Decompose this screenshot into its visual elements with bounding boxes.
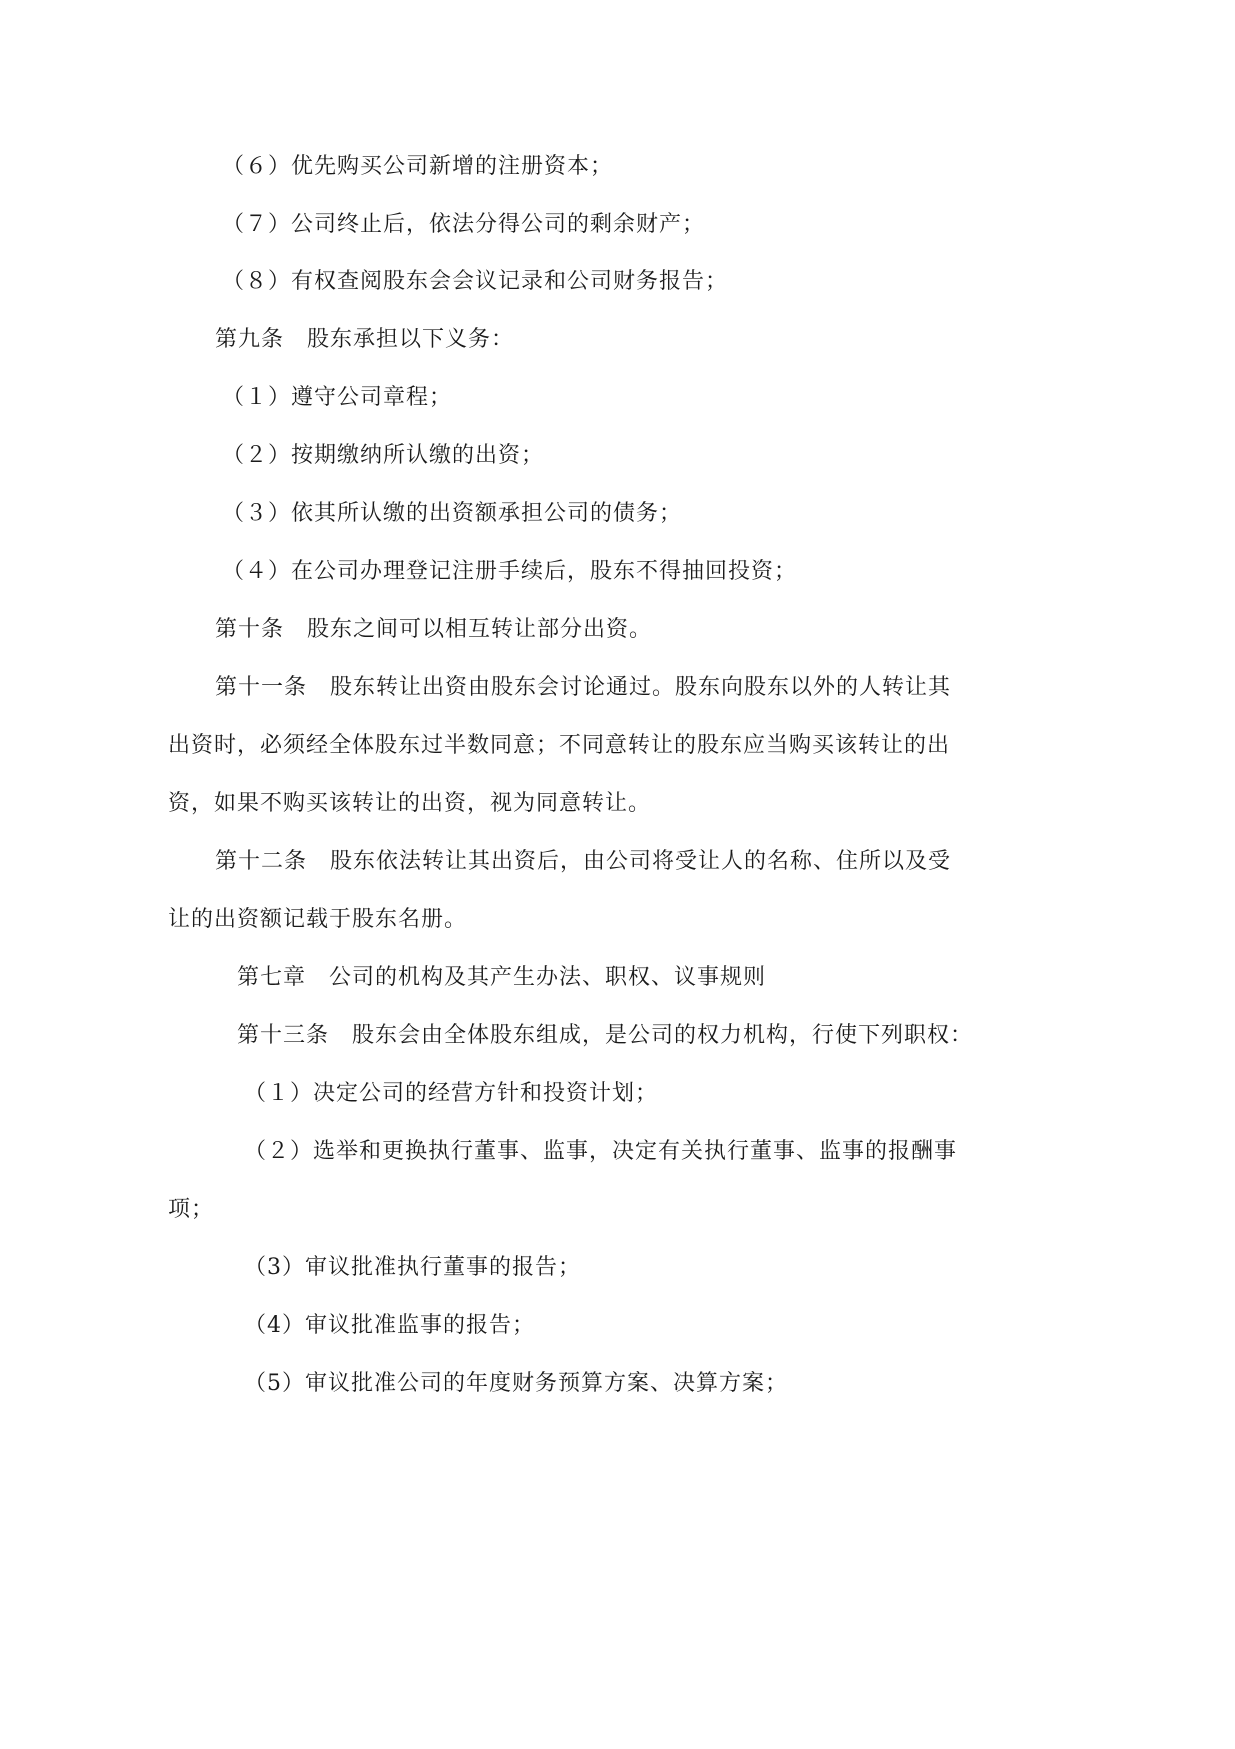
power-item-4: （4）审议批准监事的报告； (244, 1313, 535, 1338)
article-11-line-3: 资，如果不购买该转让的出资，视为同意转让。 (168, 791, 652, 816)
power-item-2-line-1: （２）选举和更换执行董事、监事，决定有关执行董事、监事的报酬事 (244, 1139, 958, 1164)
article-12-line-2: 让的出资额记载于股东名册。 (168, 907, 468, 932)
article-13-heading: 第十三条 股东会由全体股东组成，是公司的权力机构，行使下列职权： (237, 1023, 974, 1048)
duty-item-2: （２）按期缴纳所认缴的出资； (222, 443, 545, 468)
power-item-1: （１）决定公司的经营方针和投资计划； (244, 1081, 659, 1106)
article-10: 第十条 股东之间可以相互转让部分出资。 (215, 617, 653, 642)
power-item-5: （5）审议批准公司的年度财务预算方案、决算方案； (244, 1371, 788, 1396)
article-12-line-1: 第十二条 股东依法转让其出资后，由公司将受让人的名称、住所以及受 (215, 849, 952, 874)
clause-item-7: （７）公司终止后，依法分得公司的剩余财产； (222, 212, 706, 237)
duty-item-4: （４）在公司办理登记注册手续后，股东不得抽回投资； (222, 559, 798, 584)
power-item-2-line-2: 项； (168, 1197, 215, 1222)
article-11-line-1: 第十一条 股东转让出资由股东会讨论通过。股东向股东以外的人转让其 (215, 675, 952, 700)
duty-item-1: （１）遵守公司章程； (222, 385, 453, 410)
article-9-heading: 第九条 股东承担以下义务： (215, 327, 515, 352)
clause-item-6: （６）优先购买公司新增的注册资本； (222, 154, 614, 179)
chapter-7-heading: 第七章 公司的机构及其产生办法、职权、议事规则 (237, 965, 767, 990)
power-item-3: （3）审议批准执行董事的报告； (244, 1255, 581, 1280)
clause-item-8: （８）有权查阅股东会会议记录和公司财务报告； (222, 269, 729, 294)
article-11-line-2: 出资时，必须经全体股东过半数同意；不同意转让的股东应当购买该转让的出 (168, 733, 951, 758)
duty-item-3: （３）依其所认缴的出资额承担公司的债务； (222, 501, 683, 526)
